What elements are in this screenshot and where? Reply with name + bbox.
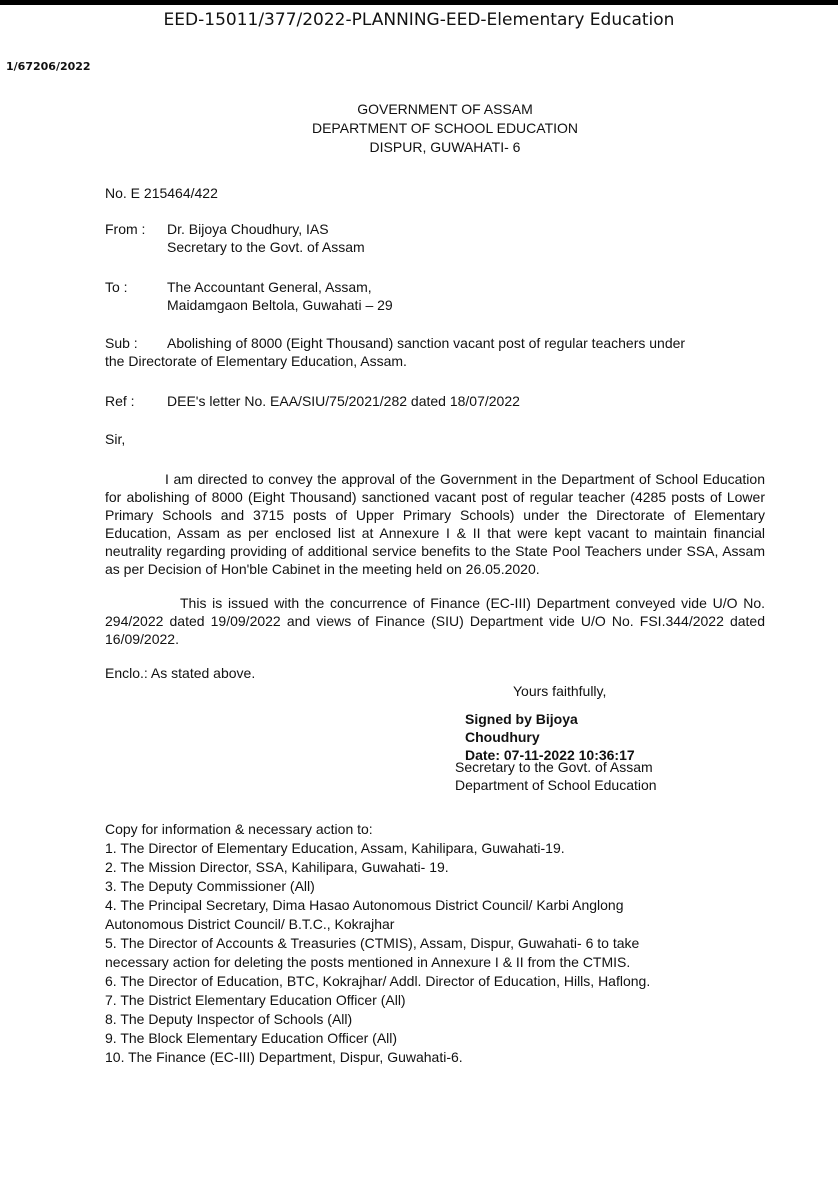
letter-number: No. E 215464/422 (105, 185, 218, 201)
from-name: Dr. Bijoya Choudhury, IAS (167, 221, 329, 237)
signed-by-line-2: Choudhury (465, 729, 540, 745)
body-paragraph-1: I am directed to convey the approval of the Government in the Department of School Education for abolishing of 8000 (Eight Thousand) sanctioned vacant post of regular teacher (4285 posts of Lower Primary Schools and 3715 posts of Upper Primary Schools) under the Directorate of Elementary Education, Assam as per enclosed list at Annexure I & II that were kept vacant to maintain financial neutrality regarding providing of additional service benefits to the State Pool Teachers under SSA, Assam as per Decision of Hon'ble Cabinet in the meeting held on 26.05.2020. (105, 471, 765, 577)
letterhead (125, 100, 765, 157)
list-item: 6. The Director of Education, BTC, Kokrajhar/ Addl. Director of Education, Hills, Haflong. (105, 973, 651, 989)
list-item: 4. The Principal Secretary, Dima Hasao Autonomous District Council/ Karbi Anglong (105, 897, 624, 913)
reference-label: Ref : (105, 393, 135, 409)
signature-block (455, 682, 765, 794)
copy-list (105, 820, 765, 1067)
list-item: 1. The Director of Elementary Education, Assam, Kahilipara, Guwahati-19. (105, 840, 565, 856)
from-label: From : (105, 221, 146, 237)
from-designation: Secretary to the Govt. of Assam (167, 239, 365, 255)
receipt-number: 1/67206/2022 (6, 60, 91, 73)
closing: Yours faithfully, (513, 683, 607, 699)
body-paragraph-2: This is issued with the concurrence of Finance (EC-III) Department conveyed vide U/O No. 294/2022 dated 19/09/2022 and views of Finance (SIU) Department vide U/O No. FSI.344/2022 dated 16/09/2022. (105, 595, 765, 647)
letter-body (105, 100, 765, 1067)
file-reference: EED-15011/377/2022-PLANNING-EED-Elementary Education (163, 10, 675, 30)
subject-line-1: Abolishing of 8000 (Eight Thousand) sanction vacant post of regular teachers under (167, 335, 686, 351)
to-block (105, 278, 765, 296)
list-item: necessary action for deleting the posts mentioned in Annexure I & II from the CTMIS. (105, 954, 631, 970)
list-item: 7. The District Elementary Education Officer (All) (105, 992, 406, 1008)
list-item: Autonomous District Council/ B.T.C., Kokrajhar (105, 916, 395, 932)
signed-date: Date: 07-11-2022 10:36:17 (465, 747, 635, 763)
letterhead-line-2: DEPARTMENT OF SCHOOL EDUCATION (311, 120, 579, 136)
enclosure-note: Enclo.: As stated above. (105, 665, 256, 681)
from-block (105, 220, 765, 238)
reference-block (105, 392, 765, 410)
subject-line-2: the Directorate of Elementary Education, Assam. (105, 353, 407, 369)
list-item: 2. The Mission Director, SSA, Kahilipara, Guwahati- 19. (105, 859, 449, 875)
subject-block (105, 334, 765, 352)
signed-by-line-1: Signed by Bijoya (465, 711, 578, 727)
letterhead-line-3: DISPUR, GUWAHATI- 6 (369, 139, 521, 155)
to-label: To : (105, 279, 128, 295)
reference-text: DEE's letter No. EAA/SIU/75/2021/282 dated 18/07/2022 (167, 393, 520, 409)
to-line-2: Maidamgaon Beltola, Guwahati – 29 (167, 297, 393, 313)
subject-label: Sub : (105, 335, 138, 351)
signatory-designation-2: Department of School Education (455, 777, 657, 793)
copy-heading: Copy for information & necessary action to: (105, 821, 373, 837)
letterhead-line-1: GOVERNMENT OF ASSAM (357, 101, 533, 117)
list-item: 5. The Director of Accounts & Treasuries (CTMIS), Assam, Dispur, Guwahati- 6 to take (105, 935, 640, 951)
list-item: 10. The Finance (EC-III) Department, Dispur, Guwahati-6. (105, 1049, 463, 1065)
list-item: 9. The Block Elementary Education Officer (All) (105, 1030, 398, 1046)
signatory-designation-1: Secretary to the Govt. of Assam (455, 759, 653, 775)
to-line-1: The Accountant General, Assam, (167, 279, 372, 295)
top-border (0, 0, 838, 5)
list-item: 3. The Deputy Commissioner (All) (105, 878, 315, 894)
salutation: Sir, (105, 431, 126, 447)
list-item: 8. The Deputy Inspector of Schools (All) (105, 1011, 353, 1027)
